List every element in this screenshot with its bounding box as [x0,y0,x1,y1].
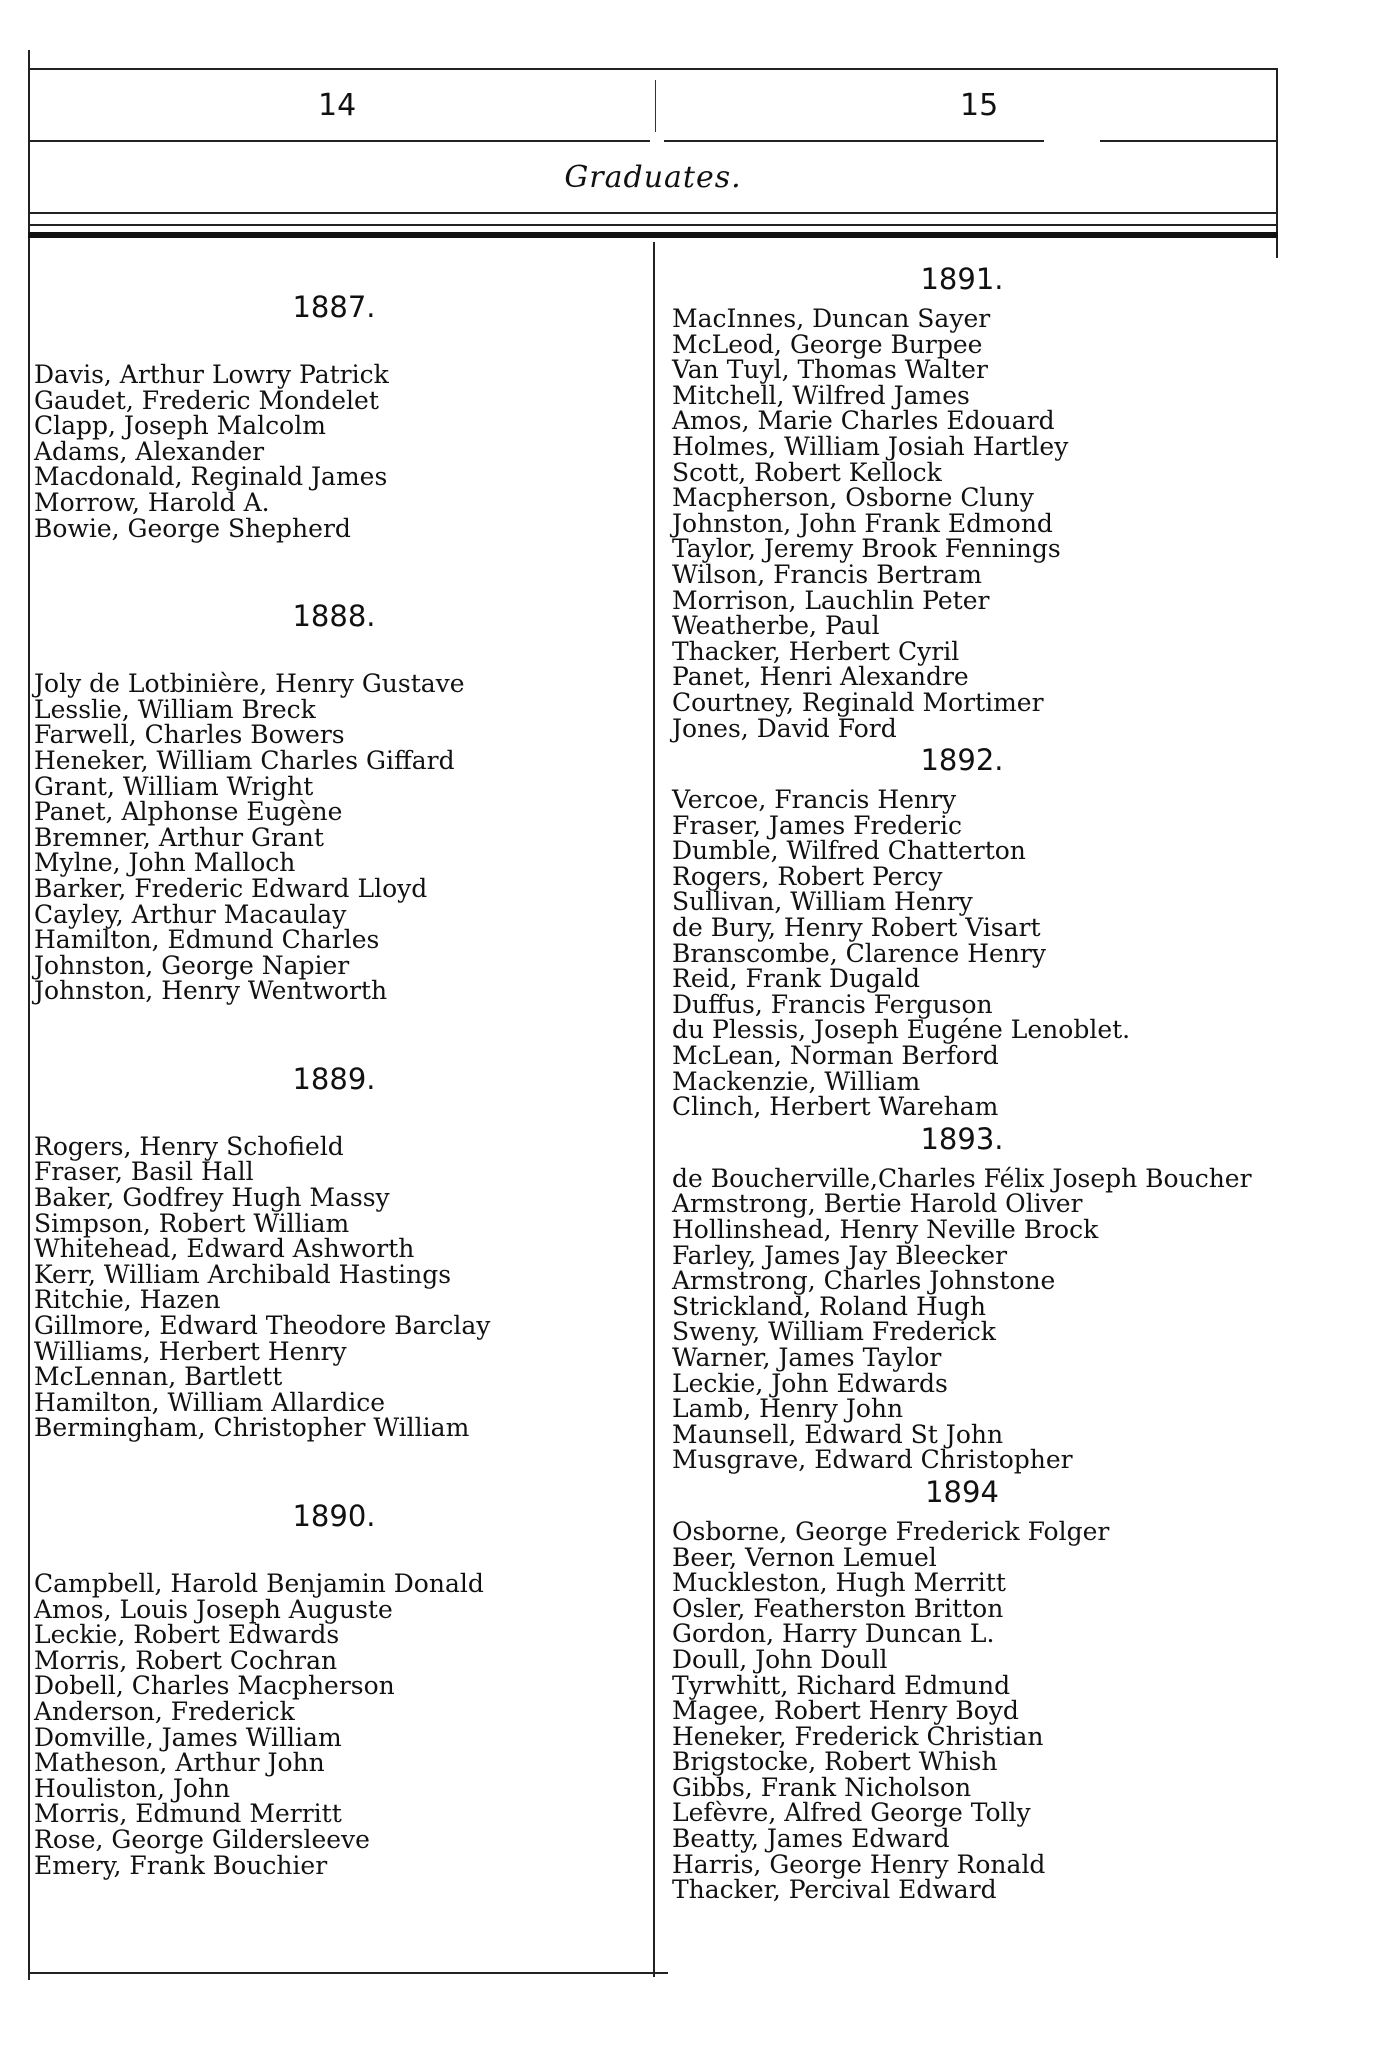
graduate-name: Kerr, William Archibald Hastings [34,1259,452,1289]
graduate-name: de Bury, Henry Robert Visart [672,913,1041,943]
graduate-name: Rogers, Henry Schofield [34,1131,344,1161]
graduate-name: Gillmore, Edward Theodore Barclay [34,1311,491,1341]
graduate-name: Duffus, Francis Ferguson [672,989,993,1019]
graduate-name: Brigstocke, Robert Whish [672,1747,998,1777]
graduate-name: Johnston, John Frank Edmond [672,508,1053,538]
graduate-name: Warner, James Taylor [672,1342,942,1372]
graduate-name: Barker, Frederic Edward Lloyd [34,873,428,903]
title-rule-thick [28,232,1278,238]
graduate-name: Osler, Featherston Britton [672,1593,1004,1623]
graduate-name: Anderson, Frederick [34,1696,295,1726]
graduate-name: Dobell, Charles Macpherson [34,1671,395,1701]
graduate-name: Heneker, Frederick Christian [672,1721,1044,1751]
graduate-name: Sweny, William Frederick [672,1317,996,1347]
graduate-name: Lesslie, William Breck [34,694,316,724]
graduate-name: Gibbs, Frank Nicholson [672,1772,972,1802]
graduate-list [34,1571,644,1878]
year-section [672,1475,1277,1903]
graduate-name: Reid, Frank Dugald [672,964,920,994]
graduate-name: Macdonald, Reginald James [34,462,388,492]
graduate-list [672,1163,1277,1475]
graduate-name: Beer, Vernon Lemuel [672,1542,937,1572]
graduate-name: Domville, James William [34,1722,342,1752]
graduate-name: Cayley, Arthur Macaulay [34,899,347,929]
graduate-name: Magee, Robert Henry Boyd [672,1696,1019,1726]
graduate-name: Mylne, John Malloch [34,848,296,878]
graduate-name: Amos, Louis Joseph Auguste [34,1594,393,1624]
right-column [672,262,1277,1905]
graduate-name: Weatherbe, Paul [672,611,880,641]
page-number-divider [655,80,656,132]
graduate-name: Rogers, Robert Percy [672,861,943,891]
graduate-name: Muckleston, Hugh Merritt [672,1568,1006,1598]
graduate-name: Johnston, George Napier [34,950,350,980]
graduate-name: Courtney, Reginald Mortimer [672,687,1044,717]
graduate-name: Houliston, John [34,1773,231,1803]
graduate-name: Hamilton, William Allardice [34,1387,385,1417]
column-divider [653,242,655,1977]
graduate-name: Strickland, Roland Hugh [672,1291,987,1321]
graduate-name: Johnston, Henry Wentworth [34,976,388,1006]
graduate-name: Holmes, William Josiah Hartley [672,431,1069,461]
year-section [672,262,1277,741]
year-heading: 1892. [920,743,1004,778]
graduate-name: Harris, George Henry Ronald [672,1849,1046,1879]
bottom-rule [28,1972,668,1974]
graduate-name: Williams, Herbert Henry [34,1336,347,1366]
graduate-name: Adams, Alexander [34,436,265,466]
graduate-name: Amos, Marie Charles Edouard [672,406,1055,436]
graduate-name: Hollinshead, Henry Neville Brock [672,1215,1099,1244]
graduate-list [672,306,1277,741]
graduate-name: Dumble, Wilfred Chatterton [672,836,1026,866]
left-column [34,290,644,1936]
header-underline-middle [664,140,1044,142]
graduate-name: Clinch, Herbert Wareham [672,1092,999,1122]
graduate-name: Armstrong, Charles Johnstone [672,1266,1056,1296]
graduate-name: Grant, William Wright [34,771,314,801]
graduate-name: Farwell, Charles Bowers [34,720,345,750]
graduate-name: Fraser, James Frederic [672,810,962,840]
graduate-name: Joly de Lotbinière, Henry Gustave [34,669,465,699]
graduate-name: Lefèvre, Alfred George Tolly [672,1798,1031,1828]
year-heading: 1893. [920,1121,1004,1156]
graduate-name: Heneker, William Charles Giffard [34,745,455,775]
header-underline-left [28,140,650,142]
graduate-name: Thacker, Percival Edward [672,1875,997,1905]
graduate-name: Thacker, Herbert Cyril [672,636,960,666]
graduate-name: Tyrwhitt, Richard Edmund [672,1670,1011,1700]
graduate-name: McLeod, George Burpee [672,329,983,359]
graduate-name: Lamb, Henry John [672,1394,904,1424]
year-section [672,1122,1277,1473]
year-section [34,1062,644,1441]
graduate-name: Sullivan, William Henry [672,887,973,917]
graduate-name: Matheson, Arthur John [34,1748,325,1778]
graduate-name: Campbell, Harold Benjamin Donald [34,1569,484,1598]
graduate-name: Ritchie, Hazen [34,1285,221,1315]
title-rule-thin-1 [28,212,1278,214]
year-section [672,743,1277,1120]
graduate-name: Morrison, Lauchlin Peter [672,585,990,615]
year-section [34,290,644,541]
year-heading: 1887. [292,290,376,324]
graduate-name: MacInnes, Duncan Sayer [672,304,991,333]
graduate-name: Bremner, Arthur Grant [34,822,324,852]
graduate-name: Scott, Robert Kellock [672,457,942,487]
graduate-name: Branscombe, Clarence Henry [672,938,1046,968]
graduate-name: Fraser, Basil Hall [34,1157,254,1187]
graduate-list [34,671,644,1004]
graduate-name: Whitehead, Edward Ashworth [34,1234,415,1264]
graduate-name: Bowie, George Shepherd [34,513,351,543]
graduate-name: McLean, Norman Berford [672,1041,999,1071]
graduate-name: Morris, Robert Cochran [34,1645,338,1675]
graduate-name: Van Tuyl, Thomas Walter [672,355,988,385]
graduate-name: Maunsell, Edward St John [672,1419,1004,1449]
year-section [34,1499,644,1878]
year-heading: 1889. [292,1061,376,1096]
graduate-name: McLennan, Bartlett [34,1362,283,1392]
year-section [34,599,644,1004]
graduate-name: Davis, Arthur Lowry Patrick [34,360,389,389]
graduate-name: Panet, Henri Alexandre [672,662,969,692]
graduate-list [672,787,1277,1120]
graduate-name: Mitchell, Wilfred James [672,380,970,410]
page-number-right: 15 [960,88,999,123]
graduate-name: Baker, Godfrey Hugh Massy [34,1183,390,1213]
graduate-name: du Plessis, Joseph Eugéne Lenoblet. [672,1015,1131,1045]
graduate-name: Morrow, Harold A. [34,487,270,517]
graduate-name: Wilson, Francis Bertram [672,559,982,589]
graduate-name: Leckie, Robert Edwards [34,1620,340,1650]
page-number-left: 14 [318,88,357,123]
graduate-list [34,1131,644,1443]
year-heading: 1890. [292,1499,376,1533]
graduate-list [34,362,644,541]
graduate-name: Taylor, Jeremy Brook Fennings [672,534,1061,564]
graduate-name: de Boucherville,Charles Félix Joseph Boucher [672,1163,1252,1193]
graduate-name: Musgrave, Edward Christopher [672,1445,1073,1475]
graduate-name: Macpherson, Osborne Cluny [672,483,1034,513]
graduate-name: Gaudet, Frederic Mondelet [34,385,379,415]
graduate-name: Armstrong, Bertie Harold Oliver [672,1189,1083,1219]
year-heading: 1888. [292,599,376,634]
graduate-name: Gordon, Harry Duncan L. [672,1619,995,1649]
graduate-name: Leckie, John Edwards [672,1368,948,1398]
top-rule [28,68,1278,70]
graduate-name: Vercoe, Francis Henry [672,785,957,815]
graduate-name: Jones, David Ford [672,713,897,743]
year-heading: 1894 [925,1474,999,1509]
graduate-name: Osborne, George Frederick Folger [672,1516,1110,1546]
graduate-name: Beatty, James Edward [672,1824,950,1854]
graduate-name: Rose, George Gildersleeve [34,1824,370,1854]
graduate-name: Clapp, Joseph Malcolm [34,411,326,441]
graduate-name: Panet, Alphonse Eugène [34,797,343,827]
graduate-list [672,1516,1277,1905]
page-title: Graduates. [564,160,742,195]
graduate-name: Doull, John Doull [672,1644,888,1674]
graduate-name: Farley, James Jay Bleecker [672,1240,1008,1270]
graduate-name: Simpson, Robert William [34,1208,350,1238]
header-underline-right [1100,140,1278,142]
graduate-name: Morris, Edmund Merritt [34,1799,342,1829]
title-rule-thin-2 [28,224,1278,226]
graduate-name: Emery, Frank Bouchier [34,1850,328,1880]
graduate-name: Mackenzie, William [672,1066,921,1096]
year-heading: 1891. [920,262,1004,296]
graduate-name: Bermingham, Christopher William [34,1413,470,1443]
graduate-name: Hamilton, Edmund Charles [34,925,380,955]
